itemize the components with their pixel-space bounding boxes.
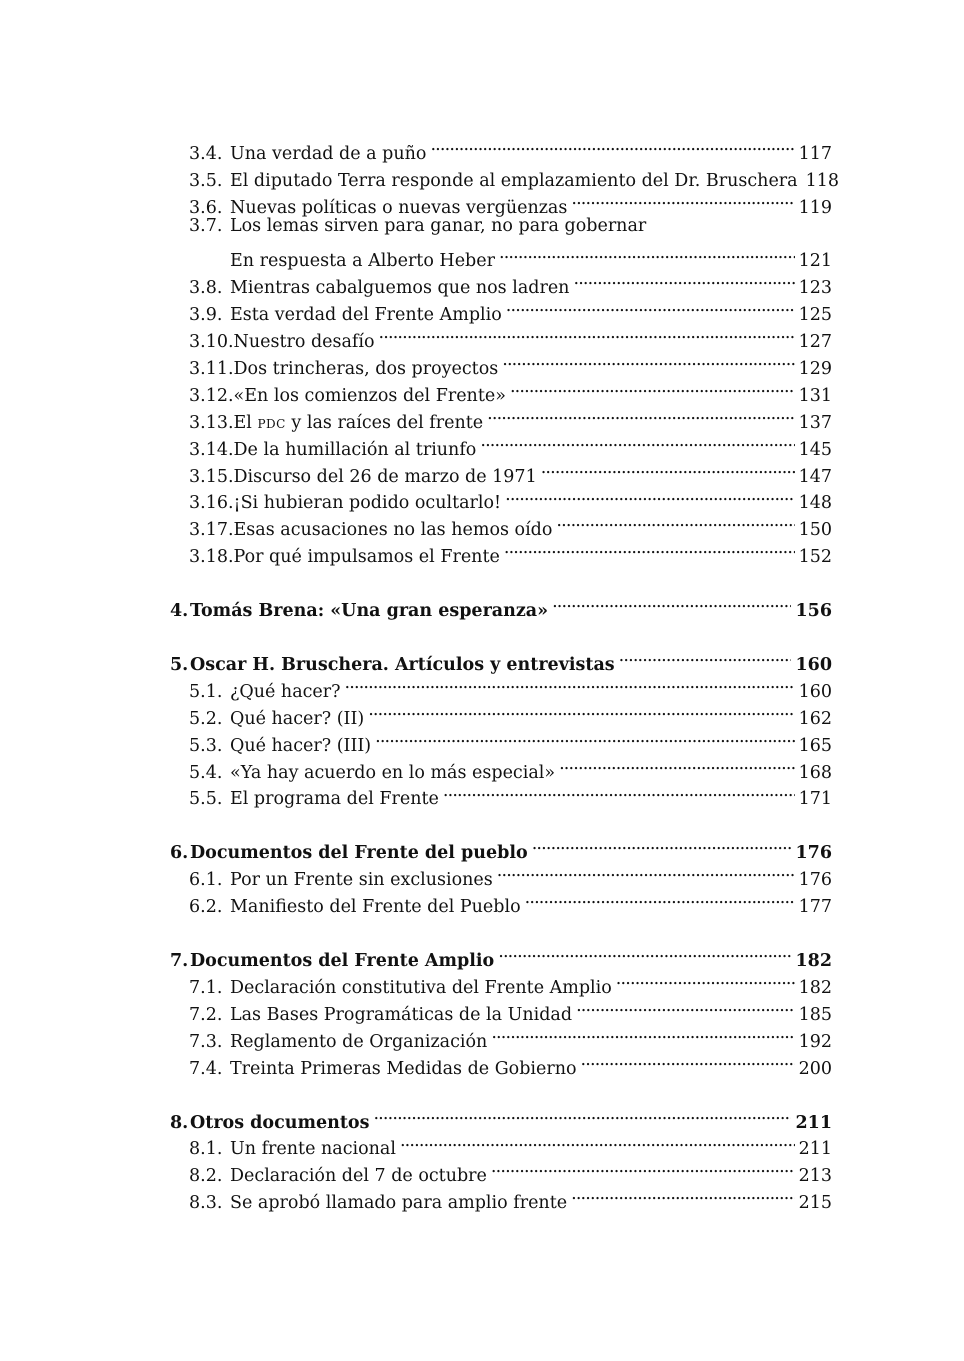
toc-entry-page: 152 bbox=[798, 547, 832, 568]
toc-chapter-number: 4. bbox=[170, 601, 189, 622]
toc-chapter-number: 7. bbox=[170, 951, 189, 972]
toc-chapter-number: 5. bbox=[170, 655, 189, 676]
dot-leader bbox=[619, 643, 792, 670]
dot-leader bbox=[498, 939, 791, 966]
toc-entry-number: 3.12. bbox=[189, 385, 234, 406]
toc-entry-number: 3.7. bbox=[189, 215, 223, 236]
toc-entry-title: Declaración del 7 de octubre bbox=[230, 1166, 487, 1187]
toc-chapter bbox=[170, 589, 832, 622]
toc-entry-page: 168 bbox=[798, 762, 832, 783]
dot-leader bbox=[443, 778, 795, 805]
toc-entry-number: 7.1. bbox=[189, 977, 223, 998]
toc-entry-page: 165 bbox=[798, 735, 832, 756]
toc-entry-page: 213 bbox=[798, 1166, 832, 1187]
toc-entry-number: 6.1. bbox=[189, 870, 223, 891]
toc-entry-title: Esta verdad del Frente Amplio bbox=[230, 305, 502, 326]
dot-leader bbox=[571, 186, 794, 213]
toc-chapter-page: 160 bbox=[795, 655, 832, 676]
toc-entry-number: 3.11. bbox=[189, 359, 234, 380]
toc-entry-page: 185 bbox=[798, 1004, 832, 1025]
toc-entry-title: ¡Si hubieran podido ocultarlo! bbox=[233, 493, 502, 514]
toc-chapter-page: 156 bbox=[795, 601, 832, 622]
table-of-contents bbox=[170, 132, 840, 1214]
dot-leader bbox=[510, 374, 795, 401]
dot-leader bbox=[502, 347, 794, 374]
toc-entry-title: Las Bases Programáticas de la Unidad bbox=[230, 1004, 573, 1025]
toc-entry-page: 148 bbox=[798, 493, 832, 514]
toc-entry-page: 150 bbox=[798, 520, 832, 541]
dot-leader bbox=[497, 858, 795, 885]
dot-leader bbox=[581, 1047, 795, 1074]
toc-entry-continuation bbox=[170, 240, 832, 272]
dot-leader bbox=[532, 831, 792, 858]
toc-chapter bbox=[170, 643, 832, 676]
toc-entry-title: ¿Qué hacer? bbox=[230, 681, 341, 702]
dot-leader bbox=[400, 1128, 795, 1155]
toc-entry-page: 118 bbox=[805, 170, 840, 191]
dot-leader bbox=[487, 401, 794, 428]
toc-entry-number: 3.17. bbox=[189, 520, 234, 541]
toc-entry-page: 171 bbox=[798, 789, 832, 810]
toc-entry-page: 182 bbox=[798, 977, 832, 998]
toc-entry-title: Por un Frente sin exclusiones bbox=[230, 870, 493, 891]
toc-chapter-page: 182 bbox=[795, 951, 832, 972]
toc-entry-title: De la humillación al triunfo bbox=[233, 439, 477, 460]
toc-entry bbox=[170, 132, 832, 164]
toc-entry-number: 5.1. bbox=[189, 681, 223, 702]
toc-entry-title: Por qué impulsamos el Frente bbox=[233, 547, 500, 568]
toc-entry-number: 3.13. bbox=[189, 412, 234, 433]
toc-entry-page: 176 bbox=[798, 870, 832, 891]
toc-entry-title: «En los comienzos del Frente» bbox=[233, 385, 506, 406]
toc-entry-number: 3.16. bbox=[189, 493, 234, 514]
toc-entry-title: Qué hacer? (II) bbox=[230, 708, 365, 729]
toc-entry-page: 119 bbox=[798, 197, 832, 218]
toc-entry-number: 6.2. bbox=[189, 897, 223, 918]
toc-entry-page: 127 bbox=[798, 332, 832, 353]
toc-entry-number: 5.5. bbox=[189, 789, 223, 810]
toc-entry-title: Una verdad de a puño bbox=[230, 143, 427, 164]
dot-leader bbox=[373, 1101, 791, 1128]
toc-chapter-number: 6. bbox=[170, 843, 189, 864]
toc-entry-number: 8.3. bbox=[189, 1193, 223, 1214]
toc-entry-number: 7.3. bbox=[189, 1031, 223, 1052]
dot-leader bbox=[379, 320, 795, 347]
dot-leader bbox=[525, 885, 795, 912]
toc-entry-title: Discurso del 26 de marzo de 1971 bbox=[233, 466, 537, 487]
toc-chapter-number: 8. bbox=[170, 1112, 189, 1133]
toc-chapter bbox=[170, 831, 832, 864]
dot-leader bbox=[571, 1181, 795, 1208]
toc-entry-number: 3.10. bbox=[189, 332, 234, 353]
toc-chapter-title: Documentos del Frente Amplio bbox=[190, 951, 495, 972]
toc-entry-title: Qué hacer? (III) bbox=[230, 735, 372, 756]
toc-entry-title bbox=[234, 410, 484, 438]
toc-entry-number: 7.2. bbox=[189, 1004, 223, 1025]
toc-entry-page: 131 bbox=[798, 385, 832, 406]
toc-chapter-page: 211 bbox=[795, 1112, 832, 1133]
toc-entry-number: 3.6. bbox=[189, 197, 223, 218]
toc-chapter-page: 176 bbox=[795, 843, 832, 864]
toc-entry-title: «Ya hay acuerdo en lo más especial» bbox=[230, 762, 556, 783]
toc-title-part: y las raíces del frente bbox=[285, 412, 484, 433]
toc-title-abbreviation: PDC bbox=[257, 416, 286, 431]
toc-entry-page: 121 bbox=[798, 251, 832, 272]
dot-leader bbox=[573, 266, 794, 293]
toc-entry-page: 129 bbox=[798, 359, 832, 380]
toc-entry-title: Nuevas políticas o nuevas vergüenzas bbox=[230, 197, 568, 218]
toc-entry bbox=[170, 213, 832, 240]
dot-leader bbox=[504, 535, 795, 562]
toc-entry-page: 162 bbox=[798, 708, 832, 729]
toc-entry-title: Reglamento de Organización bbox=[230, 1031, 488, 1052]
dot-leader bbox=[576, 993, 795, 1020]
dot-leader bbox=[368, 697, 794, 724]
toc-entry-page: 192 bbox=[798, 1031, 832, 1052]
toc-chapter-title: Oscar H. Bruschera. Artículos y entrevistas bbox=[190, 655, 615, 676]
dot-leader bbox=[430, 132, 794, 159]
toc-chapter-title: Otros documentos bbox=[190, 1112, 370, 1133]
toc-entry-number: 3.8. bbox=[189, 278, 223, 299]
toc-entry-number: 5.4. bbox=[189, 762, 223, 783]
toc-entry-number: 7.4. bbox=[189, 1058, 223, 1079]
toc-entry-title: Mientras cabalguemos que nos ladren bbox=[230, 278, 570, 299]
toc-entry-number: 8.1. bbox=[189, 1139, 223, 1160]
toc-entry-page: 137 bbox=[798, 412, 832, 433]
dot-leader bbox=[480, 428, 794, 455]
toc-entry-page: 200 bbox=[798, 1058, 832, 1079]
dot-leader bbox=[491, 1020, 794, 1047]
toc-entry-number: 3.14. bbox=[189, 439, 234, 460]
toc-entry-number: 3.18. bbox=[189, 547, 234, 568]
toc-title-part: El bbox=[233, 412, 258, 433]
toc-entry-title: En respuesta a Alberto Heber bbox=[230, 251, 495, 272]
dot-leader bbox=[505, 482, 795, 509]
toc-entry-title: Se aprobó llamado para amplio frente bbox=[230, 1193, 568, 1214]
toc-entry-number: 3.9. bbox=[189, 305, 223, 326]
dot-leader bbox=[559, 751, 795, 778]
toc-entry-number: 3.4. bbox=[189, 143, 223, 164]
dot-leader bbox=[556, 508, 794, 535]
toc-entry-page: 117 bbox=[798, 143, 832, 164]
toc-entry-title: Treinta Primeras Medidas de Gobierno bbox=[230, 1058, 577, 1079]
toc-entry-page: 211 bbox=[798, 1139, 832, 1160]
toc-entry-title: Nuestro desafío bbox=[233, 332, 375, 353]
toc-entry-title: El programa del Frente bbox=[230, 789, 439, 810]
toc-entry-number: 8.2. bbox=[189, 1166, 223, 1187]
toc-chapter-title: Documentos del Frente del pueblo bbox=[190, 843, 528, 864]
toc-entry-title: Declaración constitutiva del Frente Amplio bbox=[230, 977, 612, 998]
dot-leader bbox=[541, 455, 795, 482]
toc-entry-title: Manifiesto del Frente del Pueblo bbox=[230, 897, 521, 918]
toc-chapter bbox=[170, 939, 832, 972]
toc-entry-title: Los lemas sirven para ganar, no para gobernar bbox=[230, 215, 647, 236]
dot-leader bbox=[616, 966, 795, 993]
toc-entry-page: 177 bbox=[798, 897, 832, 918]
toc-entry-page: 160 bbox=[798, 681, 832, 702]
dot-leader bbox=[345, 670, 795, 697]
toc-entry-number: 5.3. bbox=[189, 735, 223, 756]
toc-entry-page: 147 bbox=[798, 466, 832, 487]
toc-chapter-title: Tomás Brena: «Una gran esperanza» bbox=[190, 601, 549, 622]
toc-entry-title: El diputado Terra responde al emplazamiento del Dr. Bruschera bbox=[230, 170, 798, 191]
toc-entry-title: Esas acusaciones no las hemos oído bbox=[233, 520, 553, 541]
toc-entry-title: Dos trincheras, dos proyectos bbox=[233, 359, 499, 380]
toc-entry-page: 123 bbox=[798, 278, 832, 299]
toc-entry-number: 5.2. bbox=[189, 708, 223, 729]
toc-chapter bbox=[170, 1101, 832, 1133]
dot-leader bbox=[375, 724, 794, 751]
toc-entry-number: 3.15. bbox=[189, 466, 234, 487]
dot-leader bbox=[552, 589, 791, 616]
toc-entry-page: 125 bbox=[798, 305, 832, 326]
dot-leader bbox=[491, 1154, 795, 1181]
dot-leader bbox=[506, 293, 795, 320]
toc-entry-number: 3.5. bbox=[189, 170, 223, 191]
toc-entry-page: 145 bbox=[798, 439, 832, 460]
toc-entry-title: Un frente nacional bbox=[230, 1139, 396, 1160]
toc-entry-page: 215 bbox=[798, 1193, 832, 1214]
dot-leader bbox=[499, 240, 795, 267]
